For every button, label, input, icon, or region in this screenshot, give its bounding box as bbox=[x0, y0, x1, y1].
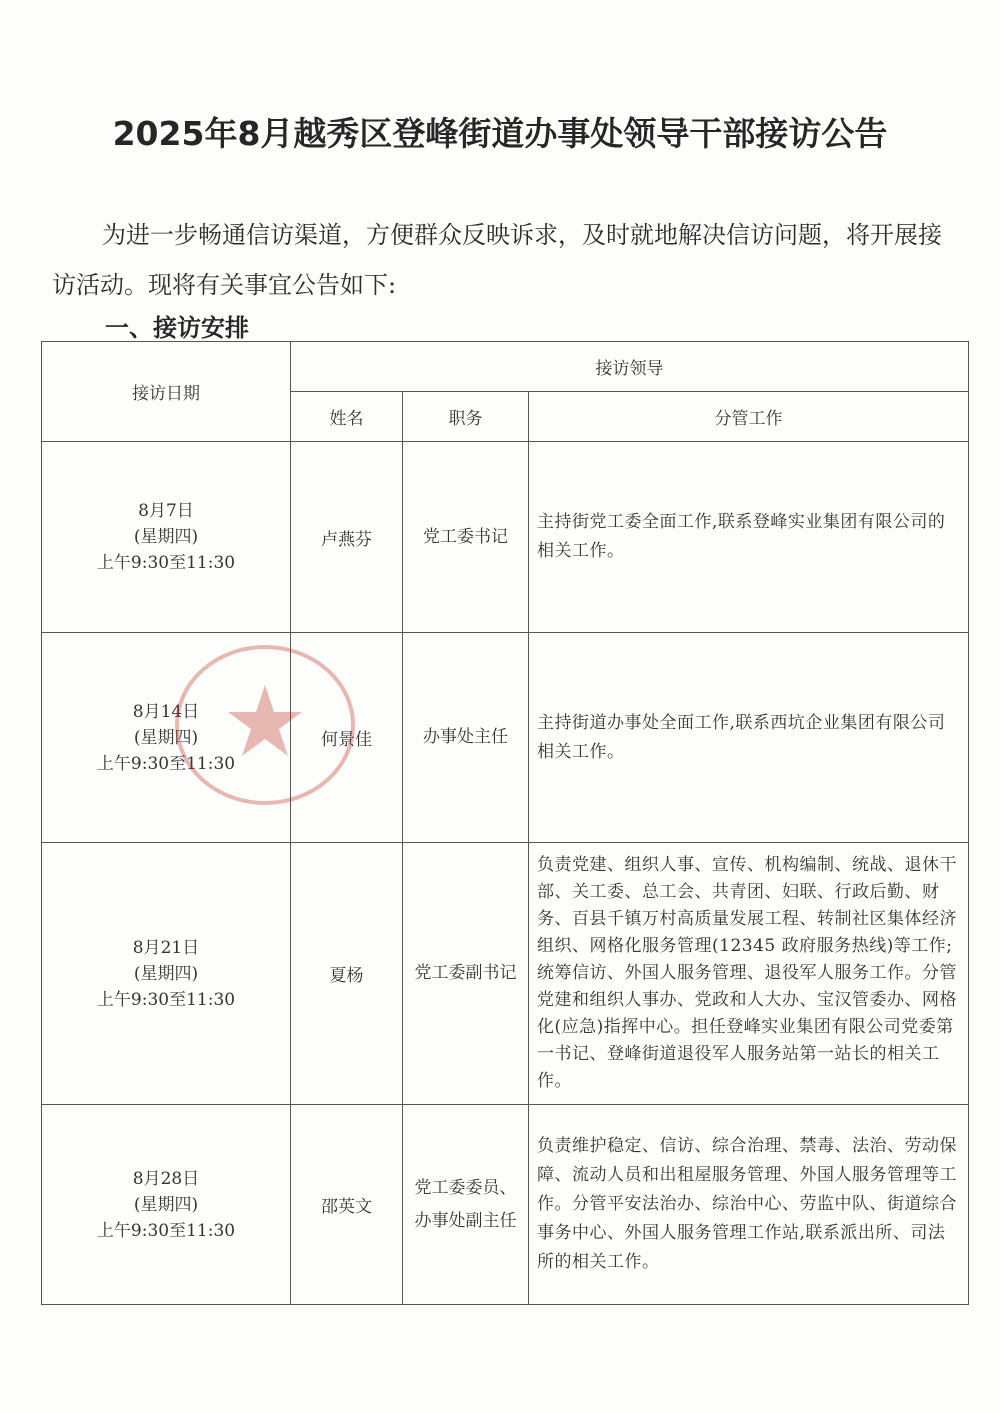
document-title: 2025年8月越秀区登峰街道办事处领导干部接访公告 bbox=[112, 114, 888, 153]
weekday: (星期四) bbox=[133, 527, 199, 547]
name-cell: 邵英文 bbox=[291, 1105, 403, 1305]
time: 上午9:30至11:30 bbox=[96, 553, 236, 573]
date: 8月7日 bbox=[138, 501, 194, 521]
table-row bbox=[42, 1105, 969, 1305]
time: 上午9:30至11:30 bbox=[96, 1220, 236, 1241]
name-cell: 卢燕芬 bbox=[291, 442, 403, 633]
weekday: (星期四) bbox=[133, 963, 199, 984]
intro-text: 为进一步畅通信访渠道，方便群众反映诉求，及时就地解决信访问题，将开展接访活动。现将有关事宜公告如下: bbox=[52, 221, 942, 299]
date-cell bbox=[42, 843, 291, 1105]
date: 8月14日 bbox=[132, 701, 200, 722]
date-cell bbox=[42, 442, 291, 633]
duties-cell: 负责党建、组织人事、宣传、机构编制、统战、退休干部、关工委、总工会、共青团、妇联、行政后勤、财务、百县千镇万村高质量发展工程、转制社区集体经济组织、网格化服务管理(12345 政府服务热线)等工作;统筹信访、外国人服务管理、退役军人服务工作。分管党建和组织人事办、党政和人大办、宝汉管委办、网格化(应急)指挥中心。担任登峰实业集团有限公司党委第一书记、登峰街道退役军人服务站第一站长的相关工作。 bbox=[529, 843, 969, 1105]
schedule-table bbox=[41, 341, 969, 1305]
date-cell bbox=[42, 1105, 291, 1305]
header-name: 姓名 bbox=[291, 392, 403, 442]
date-cell bbox=[42, 633, 291, 843]
header-position: 职务 bbox=[403, 392, 529, 442]
date: 8月21日 bbox=[132, 937, 200, 958]
duties-cell: 主持街党工委全面工作,联系登峰实业集团有限公司的相关工作。 bbox=[529, 442, 969, 633]
intro-paragraph bbox=[52, 210, 952, 310]
weekday: (星期四) bbox=[133, 1194, 199, 1215]
time: 上午9:30至11:30 bbox=[96, 753, 236, 774]
header-duties: 分管工作 bbox=[529, 392, 969, 442]
duties-cell: 主持街道办事处全面工作,联系西坑企业集团有限公司相关工作。 bbox=[529, 633, 969, 843]
date: 8月28日 bbox=[132, 1168, 200, 1189]
weekday: (星期四) bbox=[133, 727, 199, 748]
position-cell: 办事处主任 bbox=[403, 633, 529, 843]
time: 上午9:30至11:30 bbox=[96, 989, 236, 1010]
name-cell: 何景佳 bbox=[291, 633, 403, 843]
position-cell: 党工委书记 bbox=[403, 442, 529, 633]
table-row bbox=[42, 633, 969, 843]
duties-cell: 负责维护稳定、信访、综合治理、禁毒、法治、劳动保障、流动人员和出租屋服务管理、外国人服务管理等工作。分管平安法治办、综治中心、劳监中队、街道综合事务中心、外国人服务管理工作站,联系派出所、司法所的相关工作。 bbox=[529, 1105, 969, 1305]
header-date: 接访日期 bbox=[42, 342, 291, 442]
section-heading: 一、接访安排 bbox=[105, 314, 249, 342]
table-row bbox=[42, 843, 969, 1105]
name-cell: 夏杨 bbox=[291, 843, 403, 1105]
position-cell: 党工委副书记 bbox=[403, 843, 529, 1105]
header-leader-group: 接访领导 bbox=[291, 342, 969, 392]
position-cell: 党工委委员、办事处副主任 bbox=[403, 1105, 529, 1305]
header-row-1 bbox=[42, 342, 969, 392]
table-row bbox=[42, 442, 969, 633]
